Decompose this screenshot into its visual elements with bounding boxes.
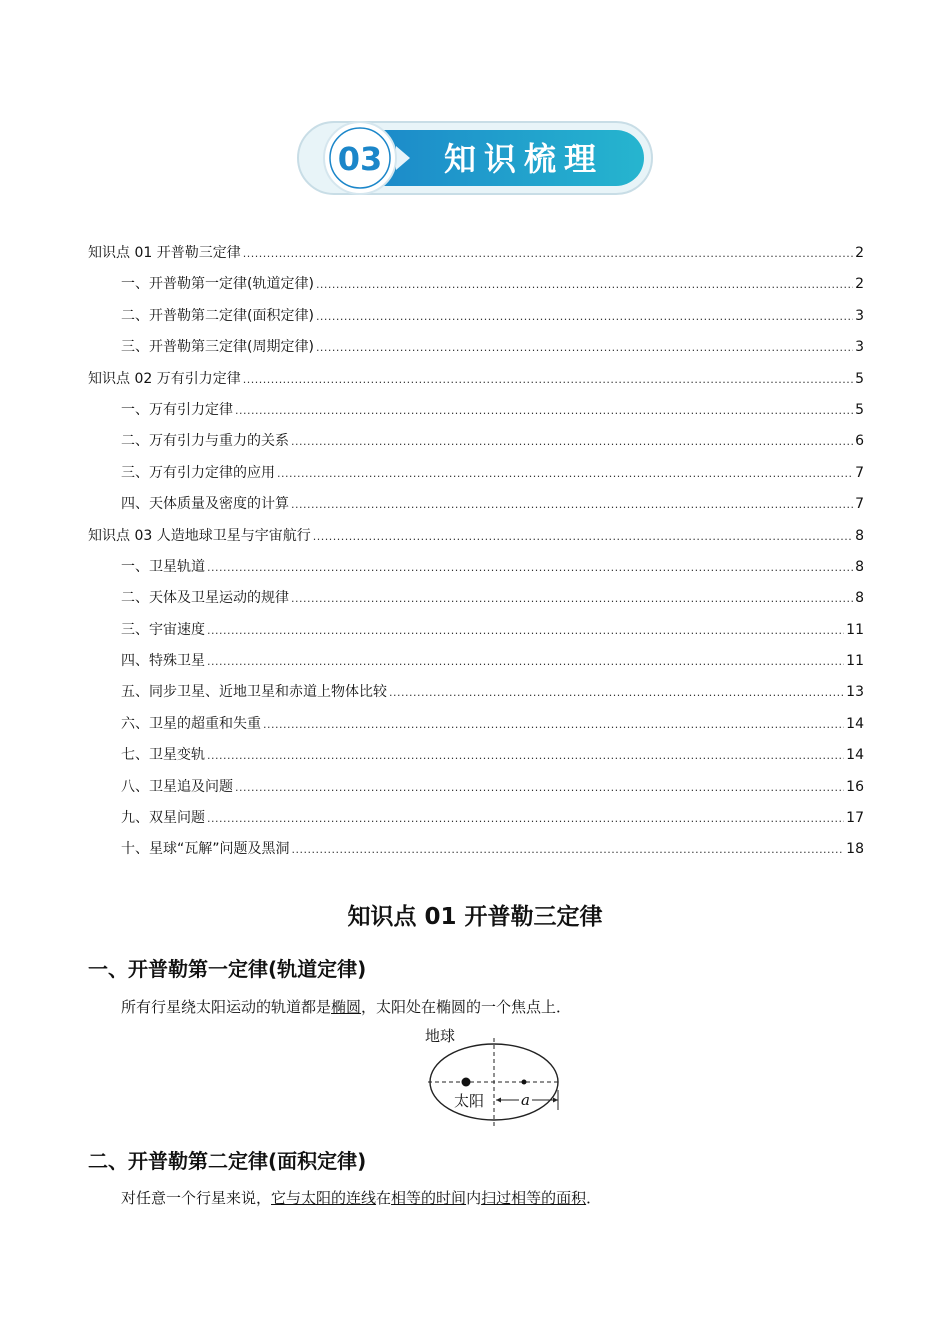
toc-entry-label: 三、宇宙速度	[121, 621, 205, 638]
toc-leader-dots	[207, 749, 844, 762]
toc-entry-page: 14	[846, 715, 864, 732]
paragraph-2: 对任意一个行星来说，它与太阳的连线在相等的时间内扫过相等的面积．	[121, 1189, 602, 1207]
toc-entry-label: 十、星球“瓦解”问题及黑洞	[121, 841, 290, 858]
toc-entry-label: 二、天体及卫星运动的规律	[121, 590, 289, 607]
toc-entry-page: 18	[846, 841, 864, 858]
toc-entry-label: 九、双星问题	[121, 810, 205, 827]
toc-entry-page: 6	[855, 433, 864, 450]
paragraph-1: 所有行星绕太阳运动的轨道都是椭圆，太阳处在椭圆的一个焦点上．	[121, 998, 572, 1016]
toc-leader-dots	[389, 686, 844, 699]
orbit-diagram	[420, 1022, 570, 1132]
toc-entry-page: 8	[855, 558, 864, 575]
toc-leader-dots	[277, 467, 853, 480]
toc-entry-page: 7	[855, 464, 864, 481]
toc-entry-page: 11	[846, 653, 864, 670]
toc-entry[interactable]	[88, 587, 864, 618]
toc-leader-dots	[291, 498, 853, 511]
toc-leader-dots	[207, 655, 844, 668]
toc-leader-dots	[263, 718, 844, 731]
sun-label: 太阳	[454, 1092, 485, 1110]
toc-entry-page: 5	[855, 370, 864, 387]
toc-entry[interactable]	[88, 305, 864, 336]
toc-entry-label: 知识点 02 万有引力定律	[88, 370, 241, 387]
toc-entry-label: 知识点 01 开普勒三定律	[88, 245, 241, 261]
toc-entry-page: 5	[855, 401, 864, 418]
toc-entry-label: 四、天体质量及密度的计算	[121, 496, 289, 513]
toc-entry-label: 知识点 03 人造地球卫星与宇宙航行	[88, 527, 311, 544]
toc-entry[interactable]	[88, 713, 864, 744]
toc-entry[interactable]	[88, 430, 864, 461]
toc-entry-label: 五、同步卫星、近地卫星和赤道上物体比较	[121, 684, 387, 701]
focus-dot	[522, 1080, 527, 1085]
toc-entry-label: 三、开普勒第三定律(周期定律)	[121, 339, 314, 356]
earth-label: 地球	[425, 1027, 456, 1045]
toc-entry-page: 7	[855, 496, 864, 513]
toc-entry[interactable]	[88, 681, 864, 712]
toc-leader-dots	[291, 435, 853, 448]
toc-entry-label: 七、卫星变轨	[121, 747, 205, 764]
toc-entry[interactable]	[88, 744, 864, 775]
toc-entry-page: 14	[846, 747, 864, 764]
toc-entry-label: 二、万有引力与重力的关系	[121, 433, 289, 450]
toc-entry-label: 四、特殊卫星	[121, 653, 205, 670]
toc-entry-label: 六、卫星的超重和失重	[121, 715, 261, 732]
toc-entry-page: 11	[846, 621, 864, 638]
toc-leader-dots	[291, 592, 853, 605]
sun-dot	[462, 1078, 471, 1087]
axis-a-label: a	[521, 1091, 530, 1109]
toc-leader-dots	[235, 781, 844, 794]
table-of-contents	[88, 242, 864, 870]
toc-entry-page: 8	[855, 590, 864, 607]
section-title: 知识点 01 开普勒三定律	[347, 904, 603, 930]
toc-entry-page: 16	[846, 778, 864, 795]
toc-entry-page: 13	[846, 684, 864, 701]
toc-entry[interactable]	[88, 242, 864, 273]
toc-entry[interactable]	[88, 368, 864, 399]
toc-entry[interactable]	[88, 556, 864, 587]
toc-entry[interactable]	[88, 807, 864, 838]
toc-entry-page: 2	[855, 276, 864, 293]
toc-entry[interactable]	[88, 776, 864, 807]
toc-leader-dots	[235, 404, 853, 417]
banner-title: 知识梳理	[443, 140, 605, 178]
toc-entry-page: 2	[855, 245, 864, 261]
subsection-heading-2: 二、开普勒第二定律(面积定律)	[88, 1149, 367, 1173]
toc-leader-dots	[243, 247, 853, 260]
toc-entry-label: 三、万有引力定律的应用	[121, 464, 275, 481]
banner-number: 03	[337, 140, 383, 178]
toc-entry-label: 一、开普勒第一定律(轨道定律)	[121, 276, 314, 293]
toc-entry[interactable]	[88, 399, 864, 430]
toc-entry[interactable]	[88, 619, 864, 650]
toc-entry[interactable]	[88, 493, 864, 524]
toc-entry-label: 八、卫星追及问题	[121, 778, 233, 795]
toc-leader-dots	[316, 278, 853, 291]
toc-leader-dots	[316, 341, 853, 354]
toc-entry[interactable]	[88, 336, 864, 367]
toc-entry[interactable]	[88, 462, 864, 493]
toc-entry-page: 8	[855, 527, 864, 544]
toc-entry-page: 3	[855, 339, 864, 356]
toc-leader-dots	[313, 530, 853, 543]
toc-leader-dots	[316, 310, 853, 323]
toc-entry[interactable]	[88, 273, 864, 304]
toc-leader-dots	[207, 812, 844, 825]
subsection-heading-1: 一、开普勒第一定律(轨道定律)	[88, 957, 367, 981]
toc-leader-dots	[207, 624, 844, 637]
toc-entry-label: 二、开普勒第二定律(面积定律)	[121, 307, 314, 324]
toc-entry-page: 17	[846, 810, 864, 827]
toc-entry[interactable]	[88, 838, 864, 869]
toc-entry-label: 一、卫星轨道	[121, 558, 205, 575]
section-banner	[292, 116, 658, 200]
toc-leader-dots	[207, 561, 853, 574]
toc-entry[interactable]	[88, 650, 864, 681]
toc-entry-page: 3	[855, 307, 864, 324]
toc-entry-label: 一、万有引力定律	[121, 401, 233, 418]
toc-entry[interactable]	[88, 525, 864, 556]
toc-leader-dots	[243, 373, 853, 386]
toc-leader-dots	[292, 843, 845, 856]
